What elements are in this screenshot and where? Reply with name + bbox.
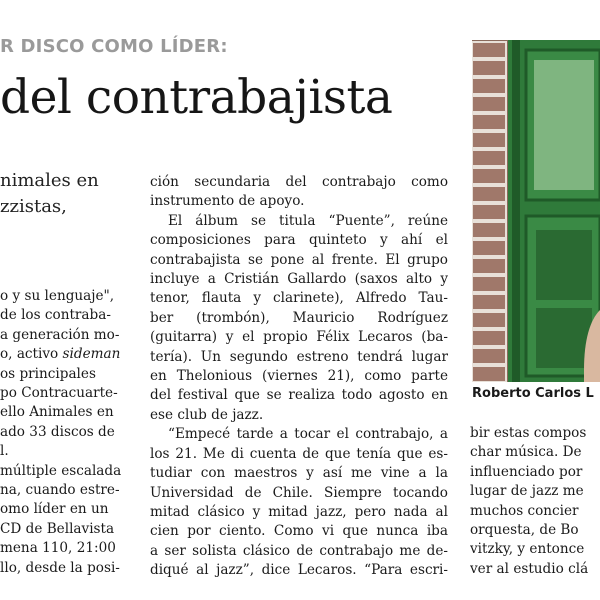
column-line: ber (trombón), Mauricio Rodríguez <box>150 309 448 326</box>
article-column-1 <box>0 287 128 578</box>
column-line: bir estas compos <box>470 425 587 441</box>
column-line: os principales <box>0 365 96 382</box>
column-line: muchos concier <box>470 502 579 519</box>
article-column-3 <box>470 424 600 579</box>
column-line: llo, desde la posi- <box>0 559 120 576</box>
column-line: del festival que se realiza todo agosto en <box>150 387 448 404</box>
column-line: ción secundaria del contrabajo como <box>150 174 448 190</box>
column-line: en Thelonious (viernes 21), como parte <box>150 368 448 385</box>
deck-line: nimales en <box>0 170 99 191</box>
column-line: composiciones para quinteto y ahí el <box>150 232 448 249</box>
column-line: ado 33 discos de <box>0 423 115 440</box>
column-line: (guitarra) y el propio Félix Lecaros (ba- <box>150 329 448 346</box>
column-line: mitad clásico y mitad jazz, pero nada al <box>150 503 448 520</box>
column-line: ese club de jazz. <box>150 406 264 423</box>
bricks <box>472 42 506 382</box>
italic-term: sideman <box>62 346 121 363</box>
column-line: po Contracuarte- <box>0 385 118 402</box>
article-column-2 <box>150 173 448 581</box>
column-line: instrumento de apoyo. <box>150 193 305 210</box>
column-line: ver al estudio clá <box>470 560 589 577</box>
column-line: o y su lenguaje", <box>0 288 115 304</box>
column-line: l. <box>0 443 9 460</box>
deck-line: zzistas, <box>0 196 67 217</box>
column-line: a generación mo- <box>0 326 120 343</box>
column-line: de los contraba- <box>0 307 111 324</box>
column-line: contrabajista se pone al frente. El grupo <box>150 251 448 268</box>
column-line: orquesta, de Bo <box>470 522 579 539</box>
column-line: tudiar con maestros y así me vine a la <box>150 465 448 482</box>
column-line: “Empecé tarde a tocar el contrabajo, a <box>168 426 448 443</box>
column-line: vitzky, y entonce <box>470 541 585 558</box>
column-line: tenor, flauta y clarinete), Alfredo Tau- <box>150 290 448 307</box>
article-photo <box>472 40 600 382</box>
column-line: na, cuando estre- <box>0 482 120 499</box>
column-line: a ser solista clásico de contrabajo me de- <box>150 542 448 559</box>
column-line: múltiple escalada <box>0 462 122 479</box>
column-line: El álbum se titula “Puente”, reúne <box>168 212 448 229</box>
column-line: incluye a Cristián Gallardo (saxos alto y <box>150 271 448 288</box>
kicker: R DISCO COMO LÍDER: <box>0 36 228 57</box>
column-line: mena 110, 21:00 <box>0 540 116 557</box>
column-line: tería). Un segundo estreno tendrá lugar <box>150 348 448 365</box>
column-line: lugar de jazz me <box>470 483 584 500</box>
photo-illustration <box>472 40 600 382</box>
deck <box>0 168 140 220</box>
column-line: o, activo sideman <box>0 346 121 363</box>
column-line: cien por ciento. Como vi que nunca iba <box>150 523 448 540</box>
column-line: diqué al jazz”, dice Lecaros. “Para escri- <box>150 562 448 579</box>
column-line: los 21. Me di cuenta de que tenía que es- <box>150 445 448 462</box>
photo-caption: Roberto Carlos L <box>472 386 594 401</box>
column-line: char música. De <box>470 444 582 461</box>
headline: del contrabajista <box>0 70 393 125</box>
column-line: CD de Bellavista <box>0 520 115 537</box>
column-line: omo líder en un <box>0 501 109 518</box>
column-line: influenciado por <box>470 463 583 480</box>
column-line: ello Animales en <box>0 404 114 421</box>
column-line: Universidad de Chile. Siempre tocando <box>150 484 448 501</box>
